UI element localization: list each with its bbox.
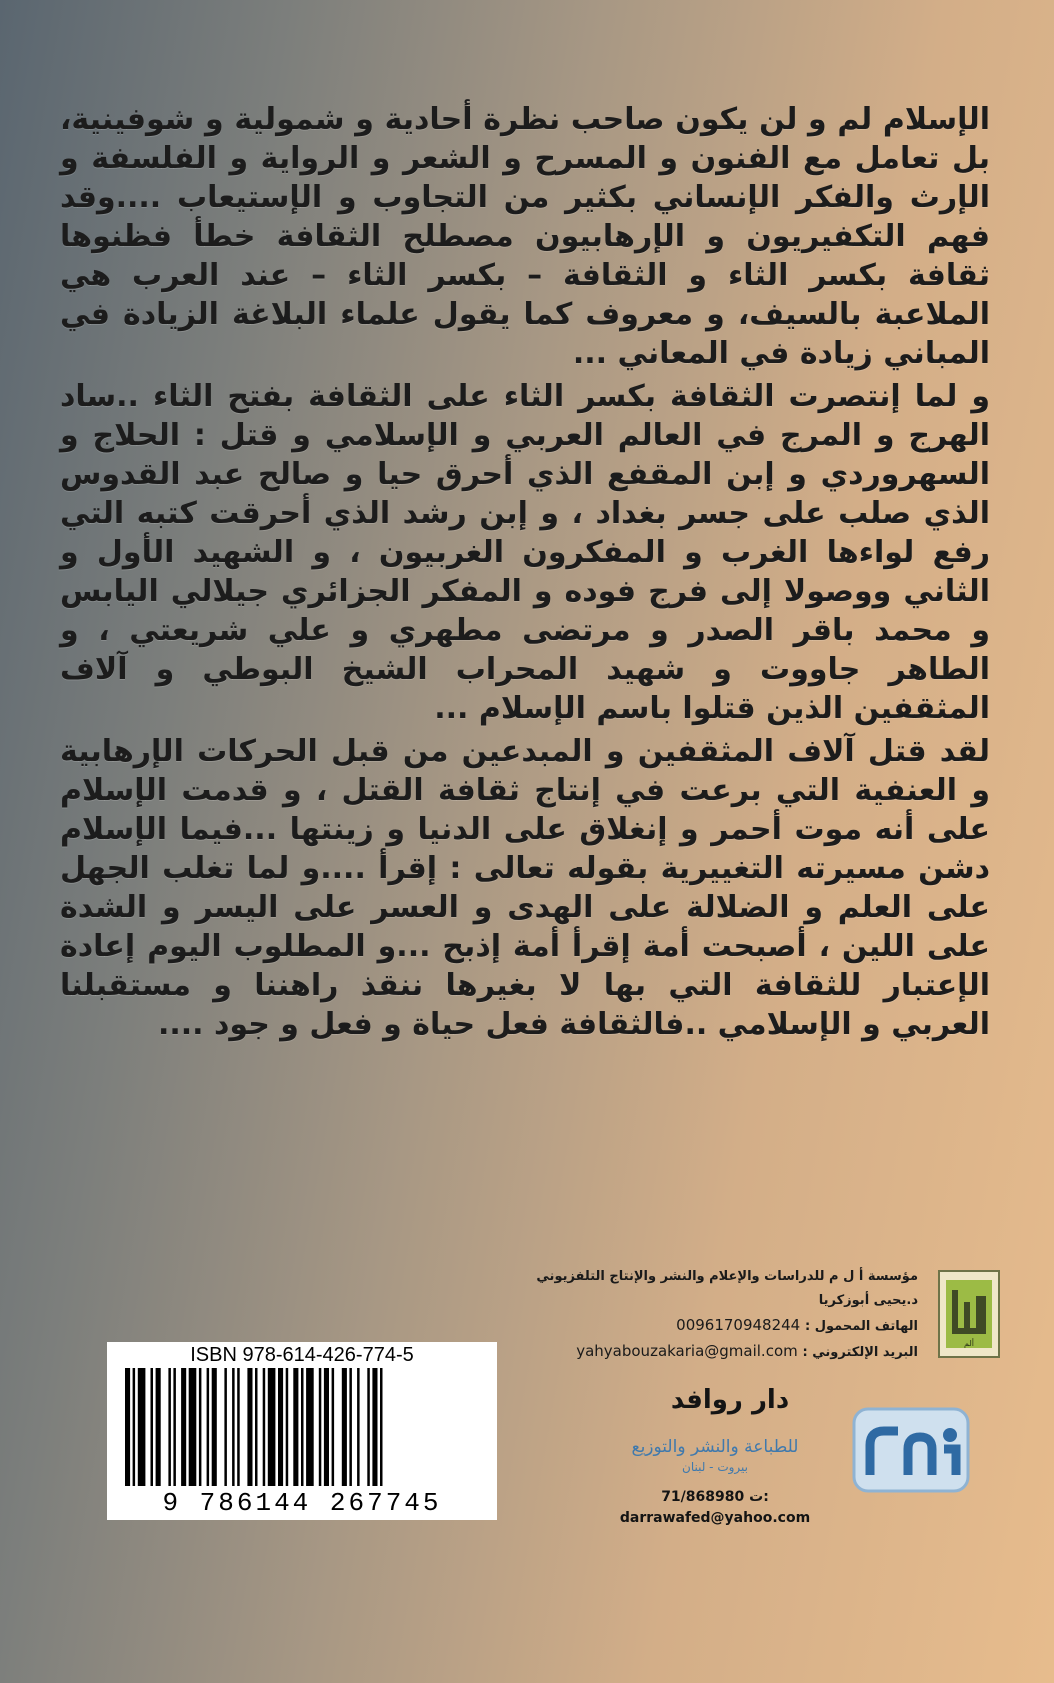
barcode-bar bbox=[133, 1368, 136, 1486]
rawafed-phone-label: ت: bbox=[749, 1489, 769, 1505]
barcode-bar bbox=[237, 1368, 240, 1486]
publisher-email-row bbox=[518, 1339, 918, 1365]
publisher-lines bbox=[518, 1265, 918, 1365]
barcode-bar bbox=[151, 1368, 154, 1486]
publisher-info bbox=[530, 1265, 1010, 1375]
barcode-bar bbox=[247, 1368, 252, 1486]
barcode-bar bbox=[319, 1368, 322, 1486]
rawafed-subtitle-block bbox=[590, 1437, 840, 1477]
barcode-bar bbox=[173, 1368, 176, 1486]
barcode-bar bbox=[181, 1368, 186, 1486]
rawafed-city: بيروت - لبنان bbox=[682, 1460, 748, 1474]
barcode-bar bbox=[199, 1368, 202, 1486]
barcode-bar bbox=[357, 1368, 360, 1486]
barcode-bar bbox=[301, 1368, 304, 1486]
barcode-bar bbox=[332, 1368, 335, 1486]
barcode-bar bbox=[349, 1368, 352, 1486]
barcode-bar bbox=[207, 1368, 210, 1486]
isbn-barcode bbox=[107, 1342, 497, 1520]
barcode-bar bbox=[380, 1368, 383, 1486]
alam-logo-icon bbox=[940, 1272, 998, 1356]
barcode-bar bbox=[156, 1368, 161, 1486]
barcode-bar bbox=[232, 1368, 235, 1486]
barcode-bar bbox=[125, 1368, 130, 1486]
publisher-email-label: البريد الإلكتروني : bbox=[802, 1345, 918, 1360]
barcode-bar bbox=[342, 1368, 347, 1486]
barcode-bar bbox=[212, 1368, 217, 1486]
barcode-bar bbox=[263, 1368, 266, 1486]
rawafed-name: دار روافد bbox=[670, 1385, 790, 1415]
blurb-text bbox=[60, 100, 990, 1048]
publisher-email: yahyabouzakaria@gmail.com bbox=[576, 1342, 798, 1360]
blurb-paragraph-3: لقد قتل آلاف المثقفين و المبدعين من قبل الحركات الإرهابية و العنفية التي برعت في إنتاج ثقافة القتل ، و قدمت الإسلام على أنه موت أحمر و إنغلاق على الدنيا و زينتها ...فيما الإسلام دشن مسيرته التغييرية بقوله تعالى : إقرأ ....و لما تغلب الجهل على العلم و الضلالة على الهدى و العسر على اليسر و الشدة على اللين ، أصبحت أمة إقرأ أمة إذبح ...و المطلوب اليوم إعادة الإعتبار للثقافة التي بها لا بغيرها ننقذ راهننا و مستقبلنا العربي و الإسلامي ..فالثقافة فعل حياة و فعل و جود .... bbox=[60, 734, 990, 1042]
rawafed-contact bbox=[600, 1487, 830, 1529]
barcode-bar bbox=[189, 1368, 197, 1486]
barcode-bar bbox=[324, 1368, 329, 1486]
publisher-phone-label: الهاتف المحمول : bbox=[805, 1319, 918, 1334]
publisher-phone: 0096170948244 bbox=[676, 1316, 801, 1334]
barcode-bar bbox=[168, 1368, 171, 1486]
barcode-bar bbox=[278, 1368, 283, 1486]
publisher-name: مؤسسة أ ل م للدراسات والإعلام والنشر والإنتاج التلفزيوني bbox=[536, 1269, 918, 1284]
rawafed-phone-row bbox=[600, 1487, 830, 1508]
isbn-label: ISBN 978-614-426-774-5 bbox=[190, 1344, 414, 1366]
barcode-bar bbox=[306, 1368, 314, 1486]
barcode-bar bbox=[268, 1368, 276, 1486]
barcode-bar bbox=[293, 1368, 298, 1486]
alam-logo-text: ألم bbox=[964, 1339, 974, 1348]
rawafed-subtitle: للطباعة والنشر والتوزيع bbox=[631, 1437, 799, 1457]
rawafed-phone: 71/868980 bbox=[661, 1489, 745, 1505]
barcode-bar bbox=[367, 1368, 370, 1486]
barcode-bar bbox=[255, 1368, 258, 1486]
rawafed-logo-icon bbox=[850, 1405, 972, 1495]
barcode-bar bbox=[372, 1368, 377, 1486]
alam-logo bbox=[938, 1270, 1000, 1358]
publisher-person: د.يحيى أبوزكريا bbox=[818, 1293, 918, 1308]
barcode-bar bbox=[224, 1368, 227, 1486]
publisher-phone-row bbox=[518, 1313, 918, 1339]
blurb-paragraph-2: و لما إنتصرت الثقافة بكسر الثاء على الثقافة بفتح الثاء ..ساد الهرج و المرج في العالم العربي و الإسلامي و قتل : الحلاج و السهروردي و إبن المقفع الذي أحرق حيا و صالح عبد القدوس الذي صلب على جسر بغداد ، و إبن رشد الذي أحرقت كتبه التي رفع لواءها الغرب و المفكرون الغربيون ، و الشهيد الأول و الثاني ووصولا إلى فرج فوده و المفكر الجزائري جيلالي اليابس و محمد باقر الصدر و مرتضى مطهري و علي شريعتي ، و الطاهر جاووت و شهيد المحراب الشيخ البوطي و آلاف المثقفين الذين قتلوا باسم الإسلام ... bbox=[60, 379, 990, 726]
barcode-bar bbox=[286, 1368, 289, 1486]
barcode-bars bbox=[125, 1368, 479, 1486]
rawafed-email: darrawafed@yahoo.com bbox=[619, 1510, 811, 1526]
blurb-paragraph-1: الإسلام لم و لن يكون صاحب نظرة أحادية و شمولية و شوفينية، بل تعامل مع الفنون و المسرح و الشعر و الرواية و الفلسفة و الإرث والفكر الإنساني بكثير من التجاوب و الإستيعاب ....وقد فهم التكفيريون و الإرهابيون مصطلح الثقافة خطأ فظنوها ثقافة بكسر الثاء و الثقافة – بكسر الثاء – عند العرب هي الملاعبة بالسيف، و معروف كما يقول علماء البلاغة الزيادة في المباني زيادة في المعاني ... bbox=[60, 102, 990, 371]
barcode-digits: 9 786144 267745 bbox=[162, 1488, 442, 1518]
barcode-bar bbox=[138, 1368, 146, 1486]
